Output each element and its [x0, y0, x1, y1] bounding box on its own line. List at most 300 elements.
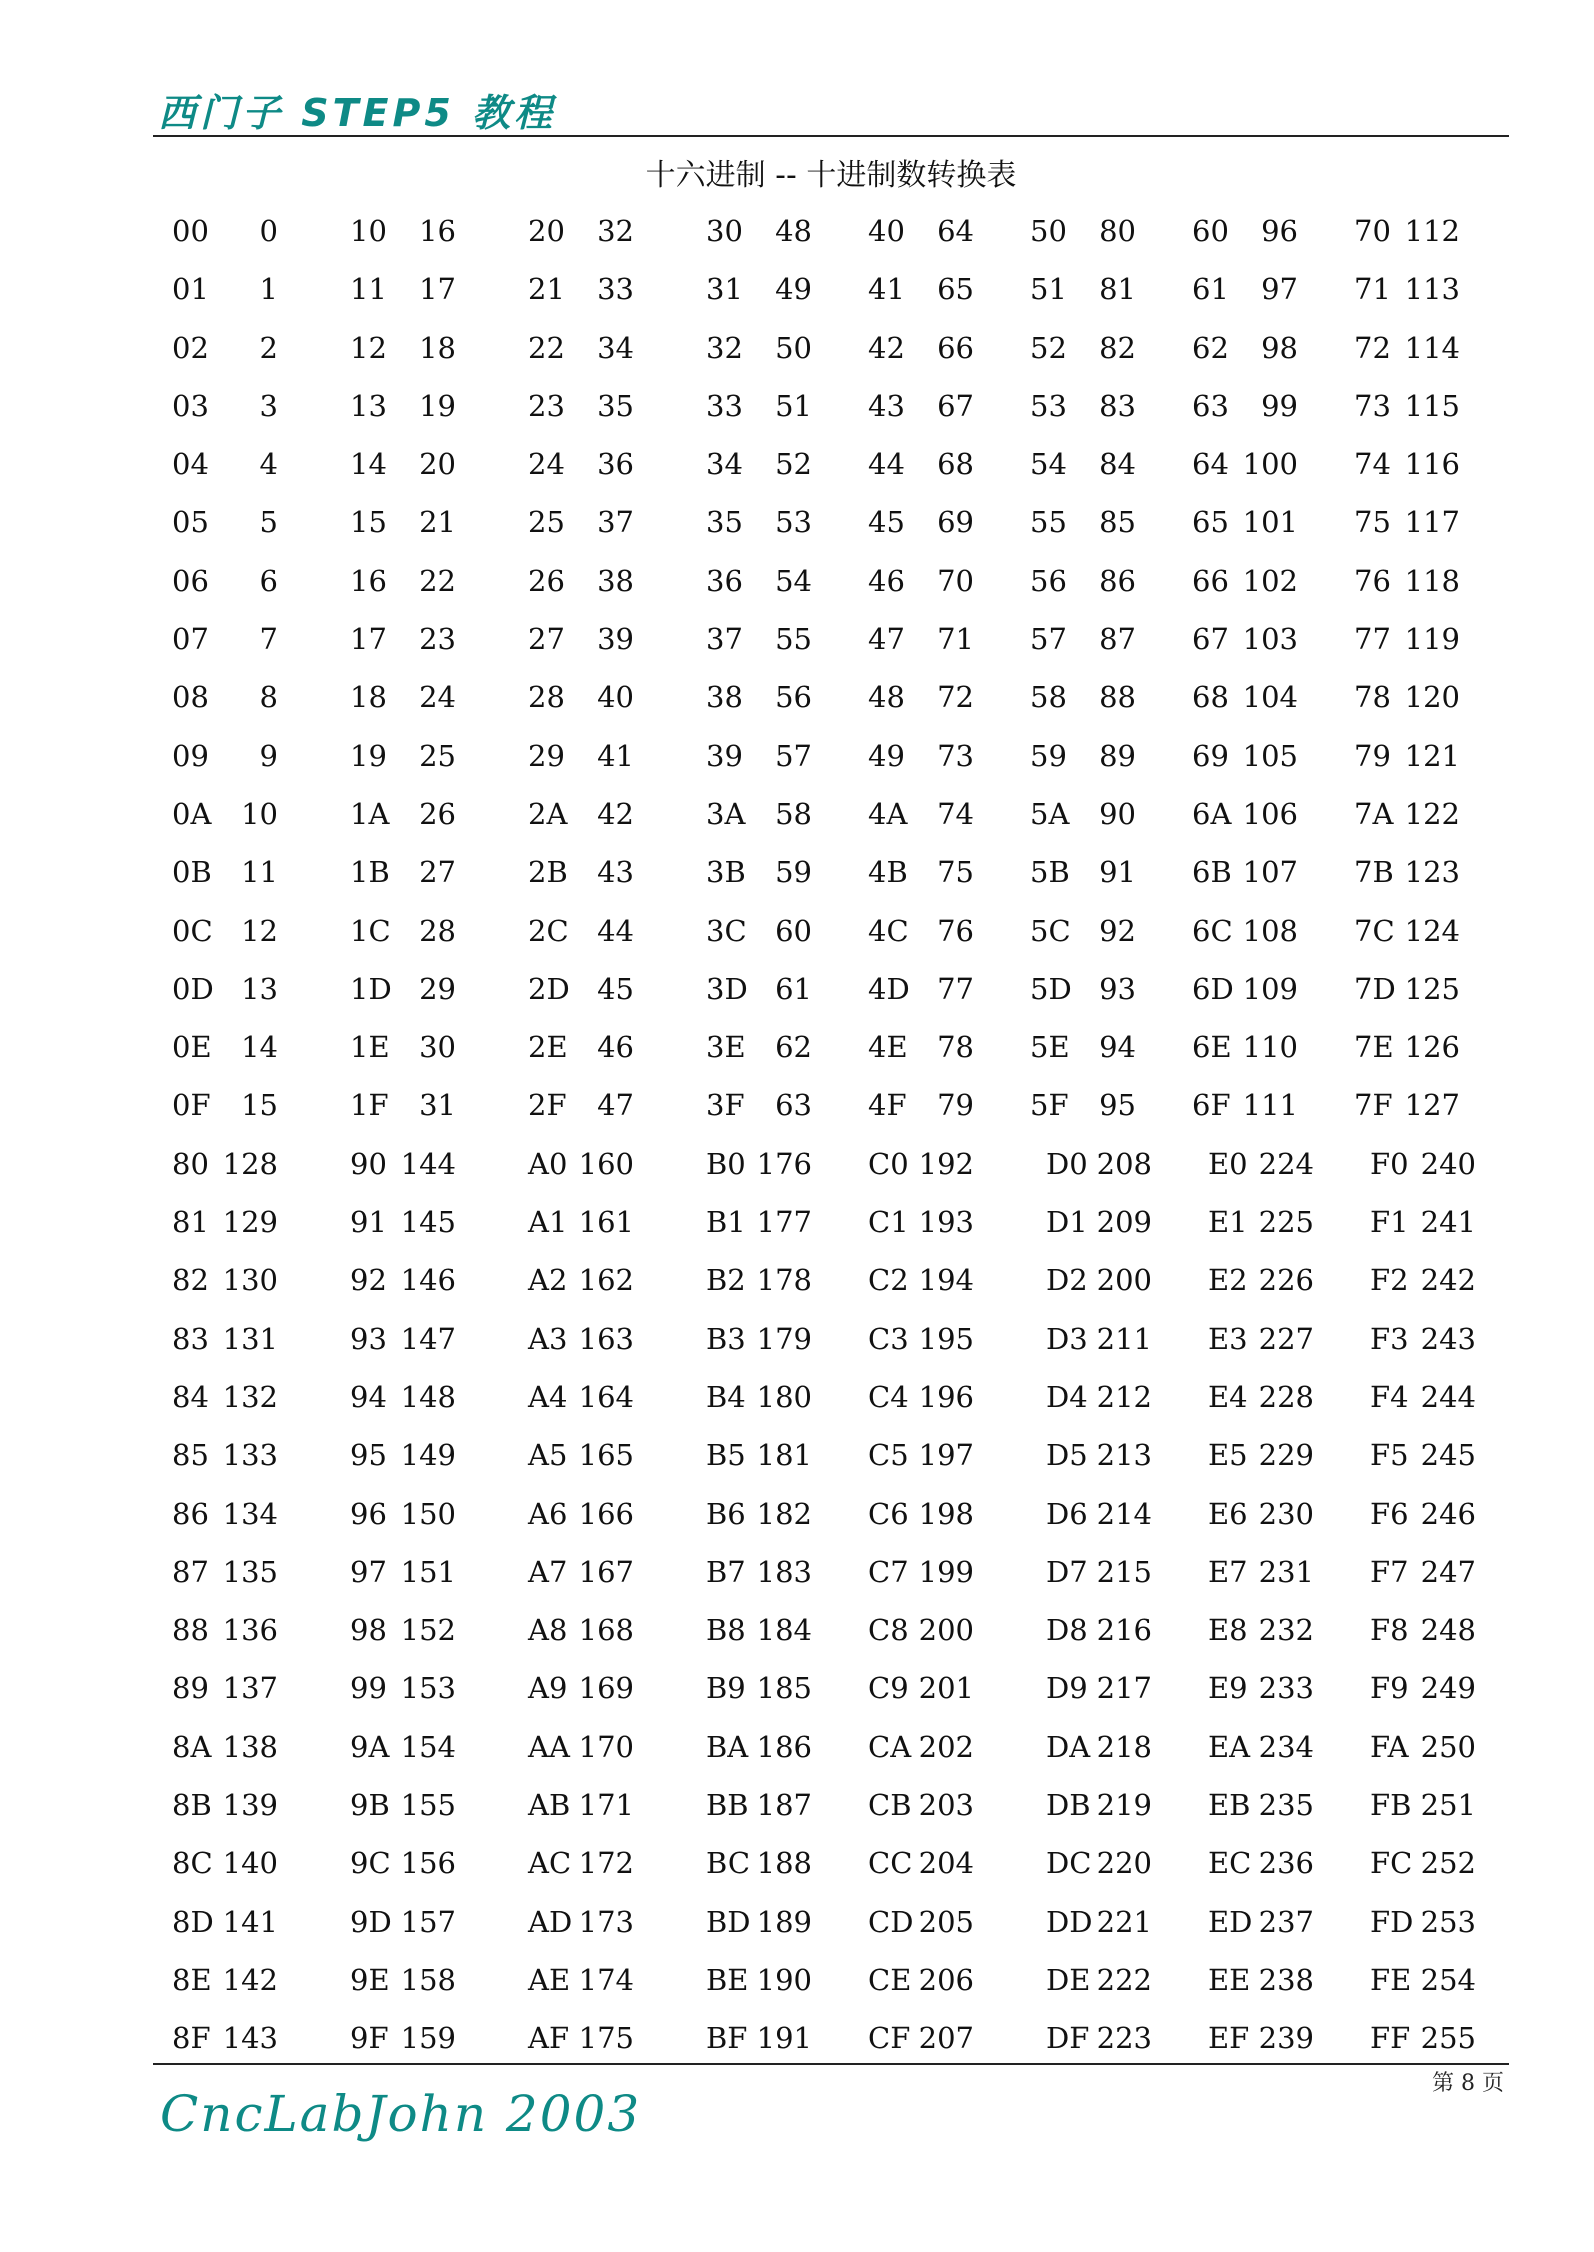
table-cell — [528, 902, 634, 960]
hex-value: BA — [706, 1729, 749, 1764]
table-row — [172, 727, 1492, 785]
hex-value: 2F — [528, 1088, 567, 1123]
hex-value: E6 — [1208, 1496, 1248, 1531]
table-cell — [868, 1135, 974, 1193]
table-cell — [350, 1135, 456, 1193]
hex-value: F3 — [1370, 1321, 1409, 1356]
decimal-value: 20 — [419, 447, 456, 482]
hex-value: C8 — [868, 1613, 909, 1648]
hex-value: 37 — [706, 622, 743, 657]
decimal-value: 96 — [1261, 214, 1298, 248]
decimal-value: 226 — [1258, 1263, 1314, 1298]
table-row — [172, 1659, 1492, 1717]
decimal-value: 86 — [1099, 563, 1136, 598]
decimal-value: 193 — [918, 1205, 974, 1240]
decimal-value: 2 — [259, 330, 278, 365]
table-cell — [868, 1018, 974, 1076]
table-cell — [1030, 435, 1136, 493]
table-cell — [528, 1543, 634, 1601]
table-cell — [706, 1368, 812, 1426]
hex-value: 3C — [706, 913, 747, 948]
decimal-value: 182 — [756, 1496, 812, 1531]
table-cell — [1354, 202, 1460, 260]
table-cell — [350, 1310, 456, 1368]
hex-value: C2 — [868, 1263, 909, 1298]
table-row — [172, 202, 1492, 260]
table-cell — [172, 1951, 278, 2009]
hex-value: D0 — [1046, 1146, 1088, 1181]
table-cell — [868, 202, 974, 260]
table-cell — [350, 1893, 456, 1951]
decimal-value: 215 — [1096, 1554, 1152, 1589]
table-cell — [350, 319, 456, 377]
table-cell — [706, 260, 812, 318]
decimal-value: 53 — [775, 505, 812, 540]
table-cell — [1192, 668, 1298, 726]
table-cell — [1370, 1193, 1476, 1251]
hex-value: 86 — [172, 1496, 209, 1531]
table-cell — [350, 727, 456, 785]
decimal-value: 163 — [578, 1321, 634, 1356]
decimal-value: 111 — [1242, 1088, 1298, 1123]
hex-value: D4 — [1046, 1379, 1088, 1414]
decimal-value: 95 — [1099, 1088, 1136, 1123]
hex-value: 31 — [706, 272, 743, 307]
hex-value: 10 — [350, 214, 387, 248]
table-cell — [706, 1018, 812, 1076]
table-cell — [1046, 1135, 1152, 1193]
hex-value: AF — [528, 2021, 570, 2056]
decimal-value: 18 — [419, 330, 456, 365]
decimal-value: 40 — [597, 680, 634, 715]
decimal-value: 136 — [222, 1613, 278, 1648]
table-cell — [350, 1193, 456, 1251]
hex-value: 1C — [350, 913, 391, 948]
table-cell — [1046, 1543, 1152, 1601]
decimal-value: 162 — [578, 1263, 634, 1298]
hex-value: 20 — [528, 214, 565, 248]
table-cell — [1192, 319, 1298, 377]
hex-value: 24 — [528, 447, 565, 482]
table-cell — [172, 260, 278, 318]
table-cell — [528, 668, 634, 726]
decimal-value: 10 — [241, 796, 278, 831]
decimal-value: 155 — [400, 1788, 456, 1823]
decimal-value: 124 — [1404, 913, 1460, 948]
hex-value: D7 — [1046, 1554, 1088, 1589]
hex-value: E8 — [1208, 1613, 1248, 1648]
hex-value: 0A — [172, 796, 212, 831]
table-cell — [528, 1426, 634, 1484]
table-cell — [350, 785, 456, 843]
hex-value: 53 — [1030, 388, 1067, 423]
decimal-value: 251 — [1420, 1788, 1476, 1823]
decimal-value: 100 — [1242, 447, 1298, 482]
decimal-value: 63 — [775, 1088, 812, 1123]
table-cell — [1208, 1718, 1314, 1776]
table-cell — [528, 1485, 634, 1543]
hex-value: 3D — [706, 971, 748, 1006]
table-cell — [706, 2009, 812, 2067]
table-cell — [706, 843, 812, 901]
hex-value: C5 — [868, 1438, 909, 1473]
hex-value: D3 — [1046, 1321, 1088, 1356]
table-cell — [1370, 1485, 1476, 1543]
decimal-value: 140 — [222, 1846, 278, 1881]
decimal-value: 109 — [1242, 971, 1298, 1006]
decimal-value: 22 — [419, 563, 456, 598]
table-cell — [1046, 1193, 1152, 1251]
table-cell — [706, 727, 812, 785]
hex-value: FA — [1370, 1729, 1409, 1764]
decimal-value: 57 — [775, 738, 812, 773]
hex-value: 69 — [1192, 738, 1229, 773]
hex-value: 72 — [1354, 330, 1391, 365]
table-cell — [1370, 1659, 1476, 1717]
decimal-value: 145 — [400, 1205, 456, 1240]
decimal-value: 62 — [775, 1030, 812, 1065]
decimal-value: 181 — [756, 1438, 812, 1473]
table-cell — [1208, 1776, 1314, 1834]
table-cell — [1030, 785, 1136, 843]
decimal-value: 50 — [775, 330, 812, 365]
hex-value: B5 — [706, 1438, 746, 1473]
table-cell — [350, 1368, 456, 1426]
table-cell — [1030, 843, 1136, 901]
table-cell — [868, 1951, 974, 2009]
table-cell — [350, 1601, 456, 1659]
table-cell — [1208, 1310, 1314, 1368]
hex-value: 6E — [1192, 1030, 1232, 1065]
table-cell — [706, 377, 812, 435]
hex-value: 60 — [1192, 214, 1229, 248]
table-cell — [1354, 610, 1460, 668]
hex-value: 9D — [350, 1904, 392, 1939]
hex-value: 01 — [172, 272, 209, 307]
table-cell — [706, 1834, 812, 1892]
table-cell — [706, 1659, 812, 1717]
hex-value: 89 — [172, 1671, 209, 1706]
decimal-value: 238 — [1258, 1962, 1314, 1997]
table-cell — [1030, 319, 1136, 377]
hex-value: 27 — [528, 622, 565, 657]
table-cell — [1046, 1426, 1152, 1484]
decimal-value: 142 — [222, 1962, 278, 1997]
table-cell — [1030, 1018, 1136, 1076]
decimal-value: 197 — [918, 1438, 974, 1473]
decimal-value: 199 — [918, 1554, 974, 1589]
hex-value: F2 — [1370, 1263, 1409, 1298]
hex-value: 77 — [1354, 622, 1391, 657]
hex-value: 5F — [1030, 1088, 1069, 1123]
table-cell — [172, 1776, 278, 1834]
table-cell — [706, 668, 812, 726]
hex-value: E7 — [1208, 1554, 1248, 1589]
decimal-value: 244 — [1420, 1379, 1476, 1414]
decimal-value: 67 — [937, 388, 974, 423]
hex-value: 3E — [706, 1030, 746, 1065]
hex-value: B7 — [706, 1554, 746, 1589]
decimal-value: 122 — [1404, 796, 1460, 831]
hex-value: 57 — [1030, 622, 1067, 657]
table-cell — [528, 493, 634, 551]
decimal-value: 147 — [400, 1321, 456, 1356]
header-title: 西门子 STEP5 教程 — [158, 91, 556, 135]
table-cell — [1046, 2009, 1152, 2067]
table-cell — [528, 1251, 634, 1309]
table-cell — [172, 1659, 278, 1717]
table-row — [172, 377, 1492, 435]
table-cell — [868, 785, 974, 843]
hex-value: B1 — [706, 1205, 746, 1240]
decimal-value: 195 — [918, 1321, 974, 1356]
decimal-value: 26 — [419, 796, 456, 831]
table-cell — [1046, 1718, 1152, 1776]
table-cell — [868, 1485, 974, 1543]
decimal-value: 37 — [597, 505, 634, 540]
hex-value: 44 — [868, 447, 905, 482]
decimal-value: 79 — [937, 1088, 974, 1123]
hex-value: CE — [868, 1962, 912, 1997]
decimal-value: 189 — [756, 1904, 812, 1939]
hex-value: 59 — [1030, 738, 1067, 773]
decimal-value: 11 — [241, 855, 278, 890]
table-cell — [1046, 1893, 1152, 1951]
decimal-value: 252 — [1420, 1846, 1476, 1881]
decimal-value: 171 — [578, 1788, 634, 1823]
decimal-value: 152 — [400, 1613, 456, 1648]
decimal-value: 74 — [937, 796, 974, 831]
decimal-value: 43 — [597, 855, 634, 890]
table-block-high — [172, 1135, 1492, 2068]
table-cell — [528, 377, 634, 435]
table-cell — [868, 960, 974, 1018]
decimal-value: 217 — [1096, 1671, 1152, 1706]
hex-value: BC — [706, 1846, 751, 1881]
decimal-value: 198 — [918, 1496, 974, 1531]
table-cell — [172, 1368, 278, 1426]
table-cell — [1192, 960, 1298, 1018]
decimal-value: 56 — [775, 680, 812, 715]
table-row — [172, 1951, 1492, 2009]
hex-value: 78 — [1354, 680, 1391, 715]
table-cell — [528, 202, 634, 260]
decimal-value: 35 — [597, 388, 634, 423]
decimal-value: 116 — [1404, 447, 1460, 482]
hex-value: C0 — [868, 1146, 909, 1181]
hex-value: 2A — [528, 796, 568, 831]
decimal-value: 192 — [918, 1146, 974, 1181]
hex-value: 83 — [172, 1321, 209, 1356]
hex-value: 7B — [1354, 855, 1394, 890]
table-cell — [528, 1135, 634, 1193]
hex-value: 16 — [350, 563, 387, 598]
decimal-value: 130 — [222, 1263, 278, 1298]
hex-value: 09 — [172, 738, 209, 773]
decimal-value: 151 — [400, 1554, 456, 1589]
table-cell — [528, 843, 634, 901]
hex-value: 7F — [1354, 1088, 1393, 1123]
decimal-value: 16 — [419, 214, 456, 248]
decimal-value: 126 — [1404, 1030, 1460, 1065]
decimal-value: 200 — [1096, 1263, 1152, 1298]
hex-value: F5 — [1370, 1438, 1409, 1473]
decimal-value: 3 — [259, 388, 278, 423]
hex-value: 74 — [1354, 447, 1391, 482]
decimal-value: 29 — [419, 971, 456, 1006]
decimal-value: 212 — [1096, 1379, 1152, 1414]
hex-value: B2 — [706, 1263, 746, 1298]
decimal-value: 32 — [597, 214, 634, 248]
table-cell — [706, 552, 812, 610]
table-cell — [1208, 1368, 1314, 1426]
hex-value: A6 — [528, 1496, 568, 1531]
table-cell — [1370, 2009, 1476, 2067]
hex-value: 26 — [528, 563, 565, 598]
table-row — [172, 552, 1492, 610]
table-cell — [172, 1193, 278, 1251]
decimal-value: 65 — [937, 272, 974, 307]
decimal-value: 161 — [578, 1205, 634, 1240]
decimal-value: 164 — [578, 1379, 634, 1414]
table-cell — [528, 785, 634, 843]
decimal-value: 125 — [1404, 971, 1460, 1006]
table-cell — [528, 319, 634, 377]
decimal-value: 202 — [918, 1729, 974, 1764]
hex-value: 23 — [528, 388, 565, 423]
table-cell — [172, 377, 278, 435]
decimal-value: 60 — [775, 913, 812, 948]
hex-value: F1 — [1370, 1205, 1409, 1240]
decimal-value: 113 — [1404, 272, 1460, 307]
decimal-value: 221 — [1096, 1904, 1152, 1939]
hex-value: E3 — [1208, 1321, 1248, 1356]
hex-value: E2 — [1208, 1263, 1248, 1298]
table-cell — [172, 552, 278, 610]
hex-value: 29 — [528, 738, 565, 773]
table-cell — [172, 493, 278, 551]
table-cell — [1046, 1368, 1152, 1426]
hex-value: 7E — [1354, 1030, 1394, 1065]
decimal-value: 250 — [1420, 1729, 1476, 1764]
decimal-value: 77 — [937, 971, 974, 1006]
hex-value: 45 — [868, 505, 905, 540]
table-cell — [1354, 960, 1460, 1018]
table-cell — [1354, 552, 1460, 610]
table-cell — [868, 1776, 974, 1834]
decimal-value: 84 — [1099, 447, 1136, 482]
decimal-value: 223 — [1096, 2021, 1152, 2056]
decimal-value: 254 — [1420, 1962, 1476, 1997]
decimal-value: 185 — [756, 1671, 812, 1706]
table-cell — [706, 785, 812, 843]
hex-value: 30 — [706, 214, 743, 248]
table-cell — [172, 843, 278, 901]
hex-value: AB — [528, 1788, 571, 1823]
hex-value: A1 — [528, 1205, 568, 1240]
decimal-value: 191 — [756, 2021, 812, 2056]
table-cell — [1370, 1135, 1476, 1193]
table-cell — [1208, 1251, 1314, 1309]
decimal-value: 146 — [400, 1263, 456, 1298]
hex-value: 06 — [172, 563, 209, 598]
decimal-value: 174 — [578, 1962, 634, 1997]
table-cell — [1046, 1485, 1152, 1543]
hex-value: 99 — [350, 1671, 387, 1706]
decimal-value: 220 — [1096, 1846, 1152, 1881]
table-cell — [1208, 1659, 1314, 1717]
decimal-value: 94 — [1099, 1030, 1136, 1065]
decimal-value: 169 — [578, 1671, 634, 1706]
table-cell — [528, 1834, 634, 1892]
decimal-value: 132 — [222, 1379, 278, 1414]
table-cell — [172, 1601, 278, 1659]
table-cell — [1030, 610, 1136, 668]
decimal-value: 68 — [937, 447, 974, 482]
table-cell — [528, 1951, 634, 2009]
table-cell — [172, 1543, 278, 1601]
decimal-value: 245 — [1420, 1438, 1476, 1473]
table-cell — [172, 1018, 278, 1076]
table-cell — [706, 960, 812, 1018]
table-cell — [868, 1543, 974, 1601]
hex-value: 32 — [706, 330, 743, 365]
table-row — [172, 1018, 1492, 1076]
hex-value: B3 — [706, 1321, 746, 1356]
decimal-value: 222 — [1096, 1962, 1152, 1997]
hex-value: 91 — [350, 1205, 387, 1240]
hex-value: 2B — [528, 855, 568, 890]
decimal-value: 240 — [1420, 1146, 1476, 1181]
table-cell — [868, 552, 974, 610]
table-cell — [868, 1076, 974, 1134]
decimal-value: 55 — [775, 622, 812, 657]
hex-value: 85 — [172, 1438, 209, 1473]
hex-value: 8B — [172, 1788, 212, 1823]
decimal-value: 242 — [1420, 1263, 1476, 1298]
decimal-value: 105 — [1242, 738, 1298, 773]
hex-value: 5B — [1030, 855, 1070, 890]
decimal-value: 227 — [1258, 1321, 1314, 1356]
decimal-value: 208 — [1096, 1146, 1152, 1181]
decimal-value: 175 — [578, 2021, 634, 2056]
hex-value: 0E — [172, 1030, 212, 1065]
decimal-value: 218 — [1096, 1729, 1152, 1764]
table-cell — [706, 1135, 812, 1193]
hex-value: 8A — [172, 1729, 212, 1764]
table-cell — [1030, 902, 1136, 960]
hex-value: 07 — [172, 622, 209, 657]
hex-value: 12 — [350, 330, 387, 365]
decimal-value: 255 — [1420, 2021, 1476, 2056]
table-cell — [528, 1601, 634, 1659]
decimal-value: 131 — [222, 1321, 278, 1356]
hex-value: FE — [1370, 1962, 1412, 1997]
hex-value: BF — [706, 2021, 748, 2056]
decimal-value: 15 — [241, 1088, 278, 1123]
table-row — [172, 1426, 1492, 1484]
decimal-value: 90 — [1099, 796, 1136, 831]
table-cell — [172, 202, 278, 260]
hex-value: 42 — [868, 330, 905, 365]
decimal-value: 4 — [259, 447, 278, 482]
hex-value: C3 — [868, 1321, 909, 1356]
decimal-value: 49 — [775, 272, 812, 307]
hex-value: D8 — [1046, 1613, 1088, 1648]
decimal-value: 239 — [1258, 2021, 1314, 2056]
hex-value: 0C — [172, 913, 213, 948]
decimal-value: 172 — [578, 1846, 634, 1881]
